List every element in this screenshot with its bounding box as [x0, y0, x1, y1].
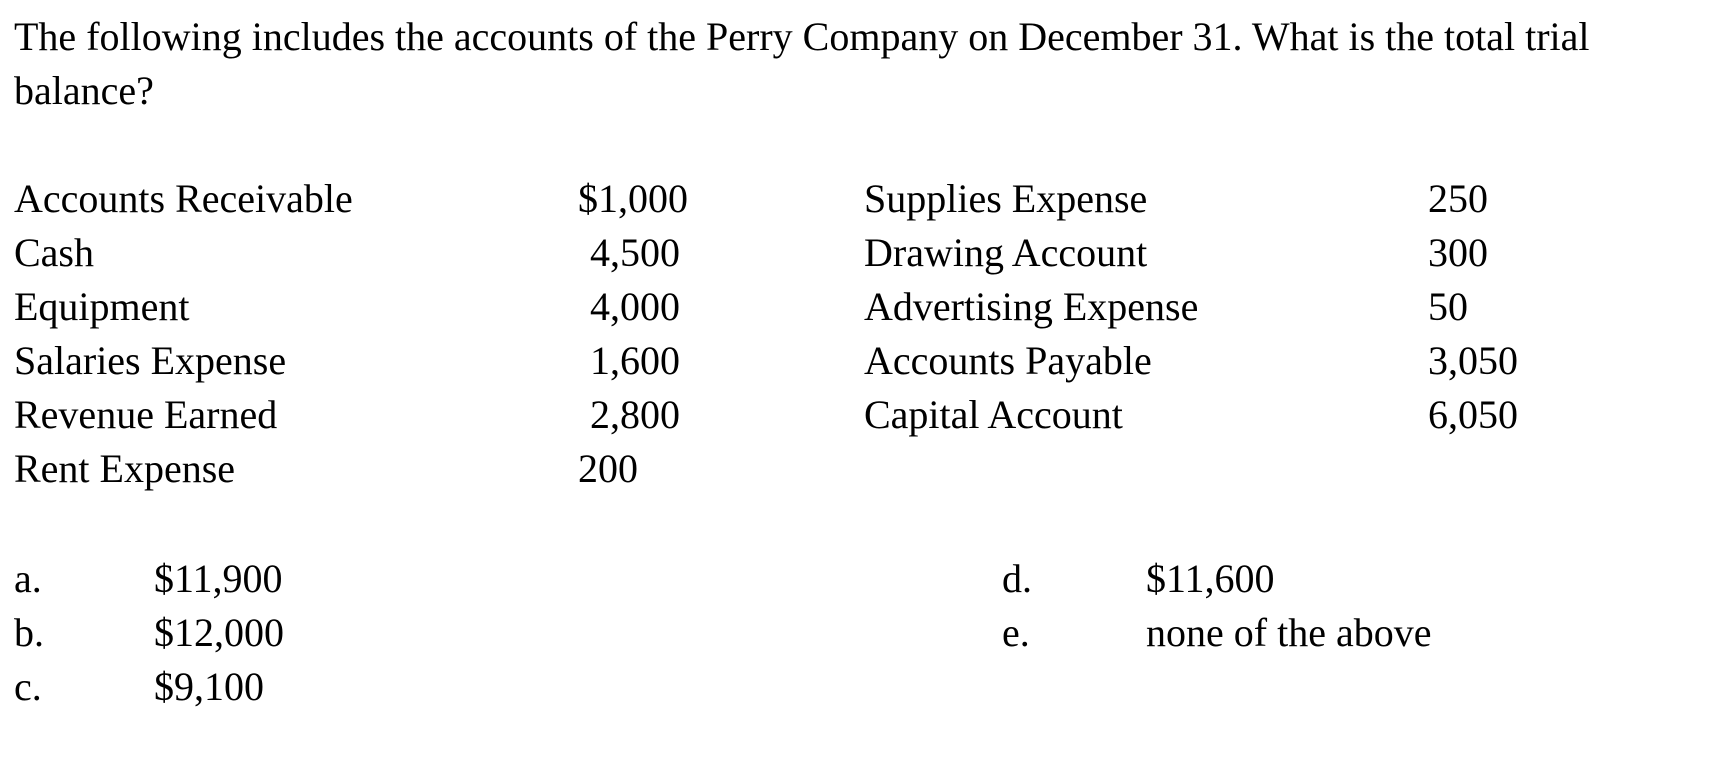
account-amount: $1,000: [578, 176, 688, 221]
left-account-names: [14, 172, 353, 496]
right-account-names: [864, 172, 1198, 442]
account-name: Accounts Receivable: [14, 176, 353, 221]
account-name: Salaries Expense: [14, 338, 287, 383]
right-account-amounts: [1428, 172, 1518, 442]
account-name: Advertising Expense: [864, 284, 1199, 329]
option-c-text: $9,100: [154, 664, 264, 709]
account-amount: 4,500: [590, 230, 680, 275]
option-e-letter: e.: [1002, 610, 1030, 655]
option-b-letter: b.: [14, 610, 44, 655]
question-text: The following includes the accounts of the Perry Company on December 31. What is the total trial balance?: [14, 14, 1590, 113]
account-name: Revenue Earned: [14, 392, 278, 437]
option-d-letter: d.: [1002, 556, 1032, 601]
account-name: Capital Account: [864, 392, 1123, 437]
account-amount: 50: [1428, 284, 1468, 329]
account-name: Supplies Expense: [864, 176, 1148, 221]
option-e-text: none of the above: [1146, 610, 1432, 655]
account-amount: 6,050: [1428, 392, 1518, 437]
account-amount: 300: [1428, 230, 1488, 275]
account-name: Cash: [14, 230, 94, 275]
option-a-text: $11,900: [154, 556, 283, 601]
left-account-amounts: [578, 172, 688, 496]
account-amount: 3,050: [1428, 338, 1518, 383]
account-amount: 250: [1428, 176, 1488, 221]
account-name: Accounts Payable: [864, 338, 1152, 383]
option-c-letter: c.: [14, 664, 42, 709]
account-name: Rent Expense: [14, 446, 236, 491]
account-amount: 4,000: [590, 284, 680, 329]
account-name: Equipment: [14, 284, 190, 329]
option-d-text: $11,600: [1146, 556, 1275, 601]
option-b-text: $12,000: [154, 610, 284, 655]
account-amount: 1,600: [590, 338, 680, 383]
account-amount: 2,800: [590, 392, 680, 437]
option-a-letter: a.: [14, 556, 42, 601]
account-name: Drawing Account: [864, 230, 1148, 275]
account-amount: 200: [578, 446, 638, 491]
